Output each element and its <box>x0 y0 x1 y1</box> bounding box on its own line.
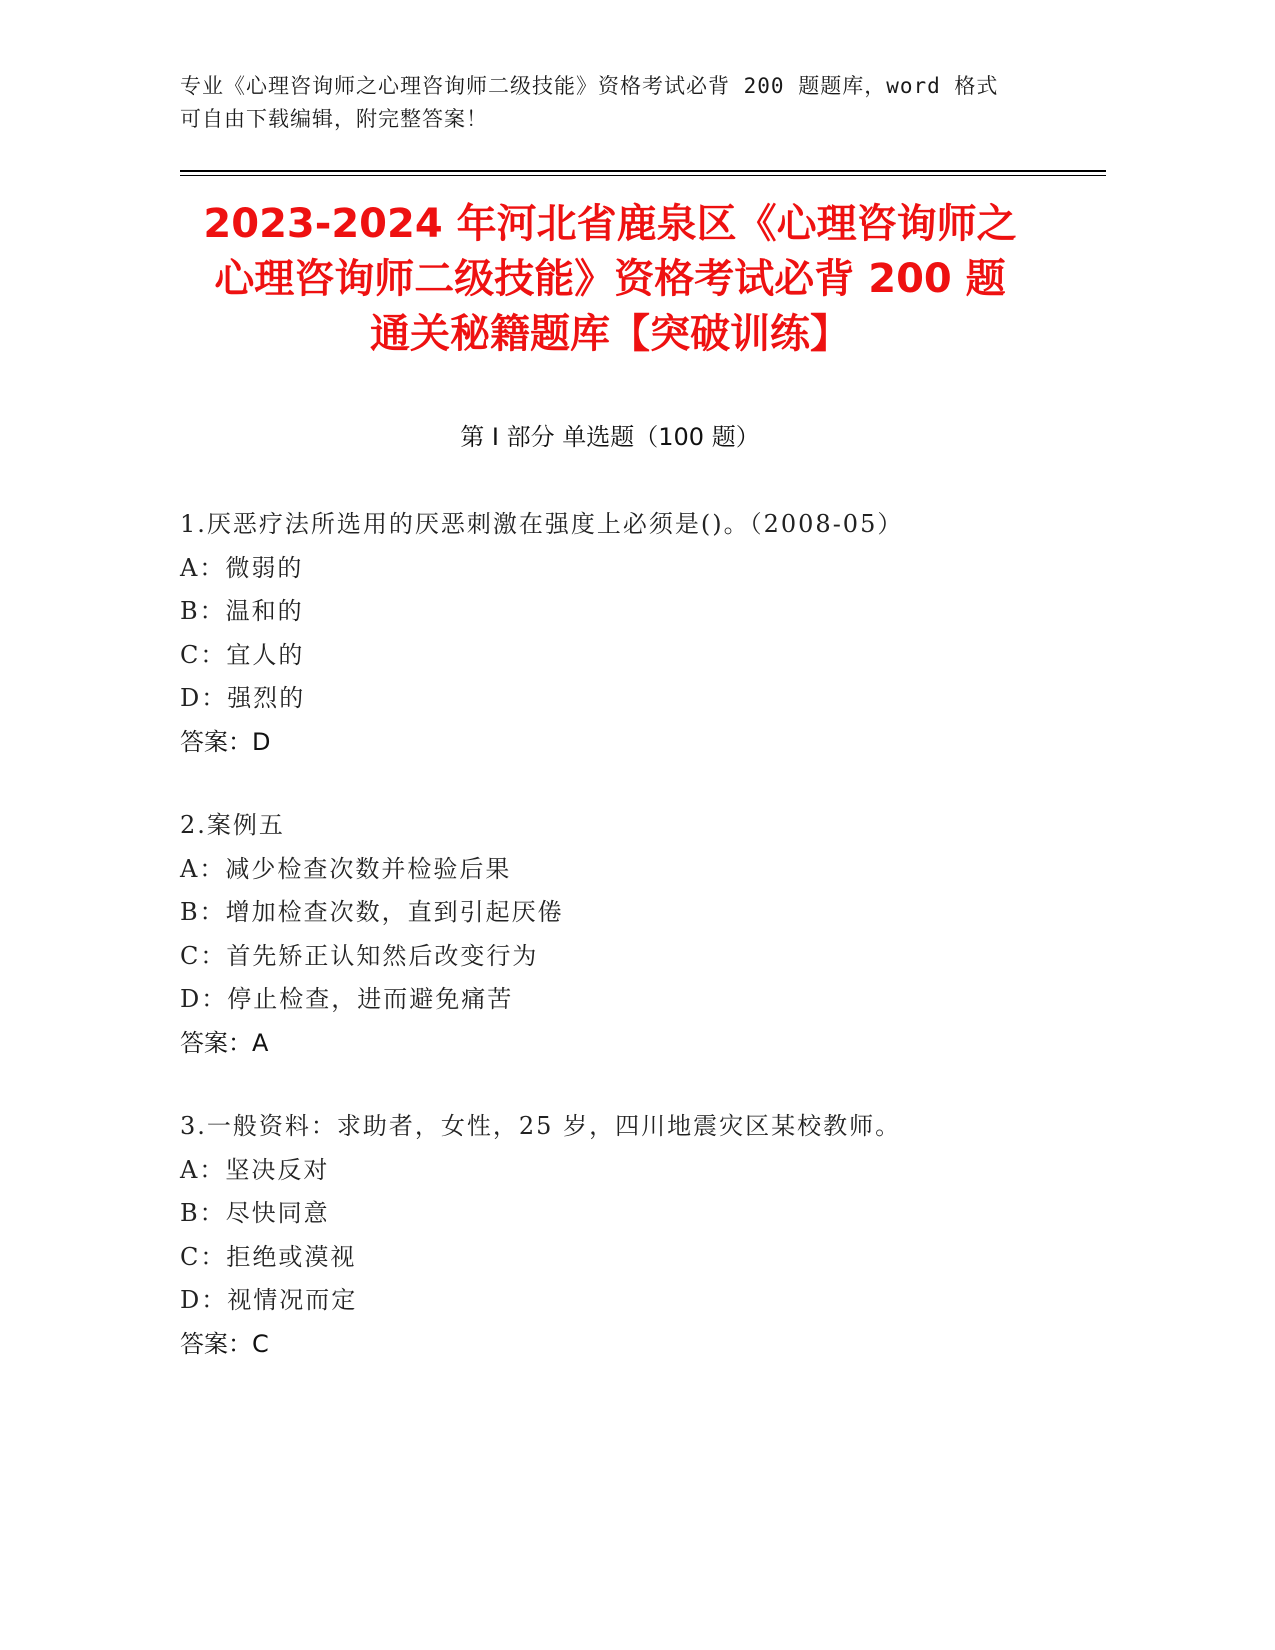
option-b: B：温和的 <box>180 597 304 625</box>
question-3 <box>180 1105 1080 1366</box>
question-stem: 3.一般资料：求助者，女性，25 岁，四川地震灾区某校教师。 <box>180 1112 902 1140</box>
option-c: C：首先矫正认知然后改变行为 <box>180 941 539 970</box>
header-note-line-2: 可自由下载编辑，附完整答案！ <box>180 107 488 131</box>
document-title <box>180 197 1040 362</box>
question-list <box>180 503 1080 1406</box>
option-d: D：停止检查，进而避免痛苦 <box>180 985 514 1013</box>
option-a: A：微弱的 <box>180 553 304 582</box>
document-title-line-2: 心理咨询师二级技能》资格考试必背 200 题 <box>214 256 1006 302</box>
header-note <box>180 70 1040 136</box>
option-d: D：视情况而定 <box>180 1286 358 1314</box>
question-stem: 1.厌恶疗法所选用的厌恶刺激在强度上必须是()。（2008-05） <box>180 510 904 538</box>
option-b: B：增加检查次数，直到引起厌倦 <box>180 898 564 926</box>
option-a: A：减少检查次数并检验后果 <box>180 854 512 883</box>
header-divider-thin <box>180 175 1106 176</box>
question-stem: 2.案例五 <box>180 811 285 839</box>
question-1 <box>180 503 1080 764</box>
answer: 答案：D <box>180 727 271 756</box>
header-divider-thick <box>180 170 1106 172</box>
option-c: C：宜人的 <box>180 640 305 669</box>
section-title: 第 I 部分 单选题（100 题） <box>460 423 760 451</box>
header-note-line-1: 专业《心理咨询师之心理咨询师二级技能》资格考试必背 200 题题库，word 格式 <box>180 74 999 98</box>
answer: 答案：C <box>180 1329 269 1358</box>
question-2 <box>180 804 1080 1065</box>
option-a: A：坚决反对 <box>180 1155 330 1184</box>
option-b: B：尽快同意 <box>180 1199 330 1227</box>
option-c: C：拒绝或漠视 <box>180 1242 357 1271</box>
answer: 答案：A <box>180 1028 269 1057</box>
document-title-line-3: 通关秘籍题库【突破训练】 <box>370 311 850 357</box>
option-d: D：强烈的 <box>180 684 306 712</box>
document-title-line-1: 2023-2024 年河北省鹿泉区《心理咨询师之 <box>203 201 1017 247</box>
